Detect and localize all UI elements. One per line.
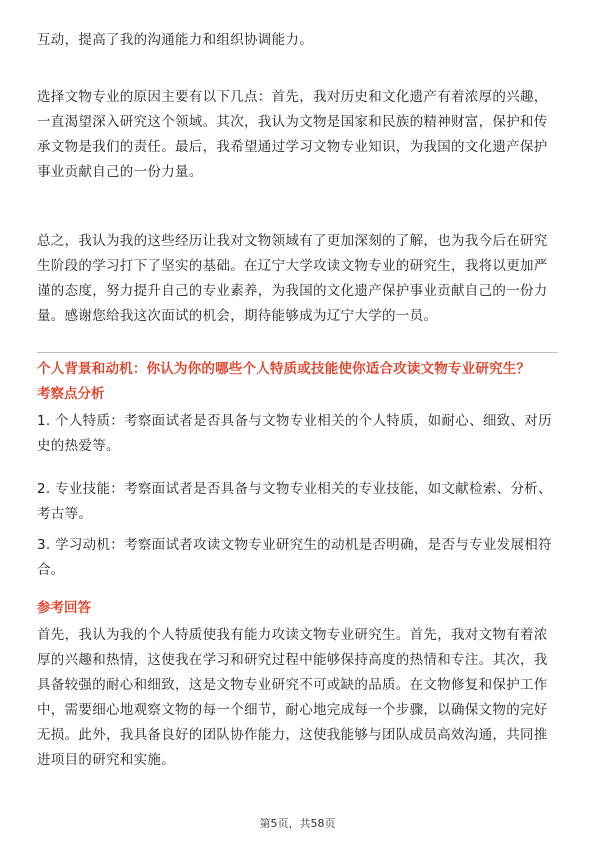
paragraph-intro-tail: 互动，提高了我的沟通能力和组织协调能力。 [37,32,313,48]
answer-text: 首先，我认为我的个人特质使我有能力攻读文物专业研究生。首先，我对文物有着浓厚的兴趣和热情，这使我在学习和研究过程中能够保持高度的热情和专注。其次，我具备较强的耐心和细致，这是文物专业研究不可或缺的品质。在文物修复和保护工作中，需要细心地观察文物的每一个细节，耐心地完成每一个步骤，以确保文物的完好无损。此外，我具备良好的团队协作能力，这使我能够与团队成员高效沟通，共同推进项目的研究和实施。 [37,627,548,768]
section-divider [37,352,558,353]
analysis-heading: 考察点分析 [37,386,105,402]
interview-question-title: 个人背景和动机：你认为你的哪些个人特质或技能使你适合攻读文物专业研究生？ [37,361,531,377]
analysis-item-1: 1. 个人特质：考察面试者是否具备与文物专业相关的个人特质，如耐心、细致、对历史的热爱等。 [37,413,552,454]
paragraph-summary: 总之，我认为我的这些经历让我对文物领域有了更加深刻的了解，也为我今后在研究生阶段的学习打下了坚实的基础。在辽宁大学攻读文物专业的研究生，我将以更加严谨的态度，努力提升自己的专业素养，为我国的文化遗产保护事业贡献自己的一份力量。感谢您给我这次面试的机会，期待能够成为辽宁大学的一员。 [37,233,548,324]
answer-heading: 参考回答 [37,600,91,616]
page-number: 第5页，共58页 [259,817,336,830]
analysis-item-3: 3. 学习动机：考察面试者攻读文物专业研究生的动机是否明确，是否与专业发展相符合。 [37,537,552,578]
document-page [37,0,558,842]
paragraph-reasons: 选择文物专业的原因主要有以下几点：首先，我对历史和文化遗产有着浓厚的兴趣，一直渴望深入研究这个领域。其次，我认为文物是国家和民族的精神财富，保护和传承文物是我们的责任。最后，我希望通过学习文物专业知识，为我国的文化遗产保护事业贡献自己的一份力量。 [37,89,548,180]
analysis-item-2: 2. 专业技能：考察面试者是否具备与文物专业相关的专业技能，如文献检索、分析、考古等。 [37,481,552,522]
